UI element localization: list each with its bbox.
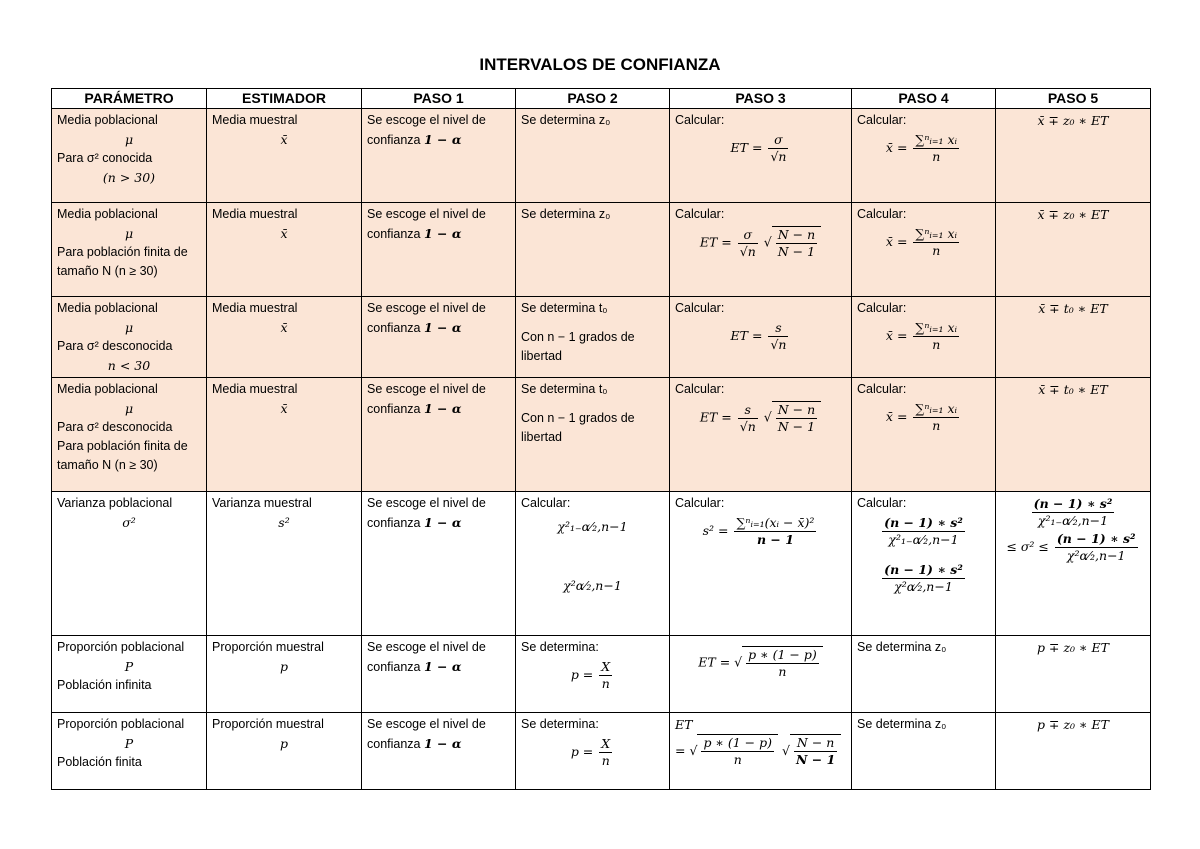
cell-paso-5: x̄ ∓ t₀ ∗ ET: [996, 378, 1151, 492]
cell-paso-5: $\frac{\text{(n − 1) ∗ s²}}{\text{χ²₁₋α⁄₂,n−1}}$ ≤ σ² ≤ $\frac{\text{(n − 1) ∗ s²}}{\text{χ²α⁄₂,n−1}}$: [996, 492, 1151, 636]
cell-paso-4: Calcular: $\frac{\text{(n − 1) ∗ s²}}{\text{χ²₁₋α⁄₂,n−1}}$ $\frac{\text{(n − 1) ∗ s²}}{\text{χ²α⁄₂,n−1}}$: [852, 492, 996, 636]
cell-paso-1: Se escoge el nivel de confianza 1 − α: [362, 492, 516, 636]
cell-parametro: Media poblacional μ Para σ² desconocida Para población finita de tamaño N (n ≥ 30): [52, 378, 207, 492]
cell-estimador: Media muestral x̄: [207, 297, 362, 378]
cell-estimador: Media muestral x̄: [207, 203, 362, 297]
cell-paso-4: Se determina z₀: [852, 636, 996, 713]
cell-paso-5: x̄ ∓ t₀ ∗ ET: [996, 297, 1151, 378]
cell-parametro: Media poblacional μ Para σ² conocida (n > 30): [52, 109, 207, 203]
table-row: [52, 378, 1151, 492]
cell-parametro: Varianza poblacional σ²: [52, 492, 207, 636]
cell-paso-3: ET = √ $\frac{p ∗ (1 - p)}{n}$ √ $\frac{N - n}{N - 1}$: [670, 713, 852, 790]
cell-paso-4: Calcular: x̄ = $\frac{\text{∑ⁿᵢ₌₁ xᵢ}}{n}$: [852, 203, 996, 297]
cell-paso-1: Se escoge el nivel de confianza 1 − α: [362, 203, 516, 297]
cell-paso-2: Se determina t₀ Con n − 1 grados de libertad: [516, 297, 670, 378]
table-row: [52, 492, 1151, 636]
cell-parametro: Proporción poblacional P Población finita: [52, 713, 207, 790]
cell-paso-4: Calcular: x̄ = $\frac{\text{∑ⁿᵢ₌₁ xᵢ}}{n}$: [852, 297, 996, 378]
cell-paso-5: x̄ ∓ z₀ ∗ ET: [996, 109, 1151, 203]
cell-paso-1: Se escoge el nivel de confianza 1 − α: [362, 378, 516, 492]
cell-paso-1: Se escoge el nivel de confianza 1 − α: [362, 297, 516, 378]
cell-paso-3: Calcular: ET = $\frac{s}{√n}$: [670, 297, 852, 378]
cell-estimador: Proporción muestral p: [207, 713, 362, 790]
cell-parametro: Proporción poblacional P Población infinita: [52, 636, 207, 713]
cell-paso-4: Calcular: x̄ = $\frac{\text{∑ⁿᵢ₌₁ xᵢ}}{n}$: [852, 109, 996, 203]
cell-paso-5: p ∓ z₀ ∗ ET: [996, 713, 1151, 790]
table-row: [52, 109, 1151, 203]
cell-paso-1: Se escoge el nivel de confianza 1 − α: [362, 109, 516, 203]
cell-paso-4: Calcular: x̄ = $\frac{\text{∑ⁿᵢ₌₁ xᵢ}}{n}$: [852, 378, 996, 492]
cell-paso-2: Se determina t₀ Con n − 1 grados de libertad: [516, 378, 670, 492]
page-title: INTERVALOS DE CONFIANZA: [479, 55, 721, 74]
header-estimador: ESTIMADOR: [207, 89, 362, 109]
table-row: [52, 297, 1151, 378]
cell-paso-3: Calcular: ET = $\frac{\sigma}{√n}$ √ $\frac{N - n}{N - 1}$: [670, 203, 852, 297]
cell-estimador: Media muestral x̄: [207, 378, 362, 492]
table-row: [52, 203, 1151, 297]
cell-paso-5: x̄ ∓ z₀ ∗ ET: [996, 203, 1151, 297]
header-paso-2: PASO 2: [516, 89, 670, 109]
header-row: [52, 89, 1151, 109]
cell-paso-2: Se determina z₀: [516, 203, 670, 297]
cell-paso-2: Se determina: p = $\frac{X}{n}$: [516, 636, 670, 713]
table-row: [52, 713, 1151, 790]
table-row: [52, 636, 1151, 713]
header-paso-1: PASO 1: [362, 89, 516, 109]
cell-estimador: Proporción muestral p: [207, 636, 362, 713]
cell-paso-5: p ∓ z₀ ∗ ET: [996, 636, 1151, 713]
cell-paso-3: Calcular: ET = $\frac{\sigma}{√n}$: [670, 109, 852, 203]
cell-parametro: Media poblacional μ Para población finita de tamaño N (n ≥ 30): [52, 203, 207, 297]
cell-estimador: Media muestral x̄: [207, 109, 362, 203]
cell-paso-3: Calcular: s² = $\frac{\text{∑ⁿᵢ₌₁(xᵢ − x̄)²}}{n - 1}$: [670, 492, 852, 636]
cell-paso-2: Se determina: p = $\frac{X}{n}$: [516, 713, 670, 790]
cell-paso-2: Se determina z₀: [516, 109, 670, 203]
confidence-intervals-table: [51, 88, 1151, 790]
header-paso-3: PASO 3: [670, 89, 852, 109]
header-parametro: PARÁMETRO: [52, 89, 207, 109]
cell-estimador: Varianza muestral s²: [207, 492, 362, 636]
header-paso-4: PASO 4: [852, 89, 996, 109]
cell-paso-1: Se escoge el nivel de confianza 1 − α: [362, 713, 516, 790]
cell-parametro: Media poblacional μ Para σ² desconocida n < 30: [52, 297, 207, 378]
cell-paso-1: Se escoge el nivel de confianza 1 − α: [362, 636, 516, 713]
cell-paso-3: ET = √ $\frac{p ∗ (1 - p)}{n}$: [670, 636, 852, 713]
cell-paso-4: Se determina z₀: [852, 713, 996, 790]
cell-paso-3: Calcular: ET = $\frac{s}{√n}$ √ $\frac{N - n}{N - 1}$: [670, 378, 852, 492]
cell-paso-2: Calcular: χ²₁₋α⁄₂,n−1 χ²α⁄₂,n−1: [516, 492, 670, 636]
header-paso-5: PASO 5: [996, 89, 1151, 109]
